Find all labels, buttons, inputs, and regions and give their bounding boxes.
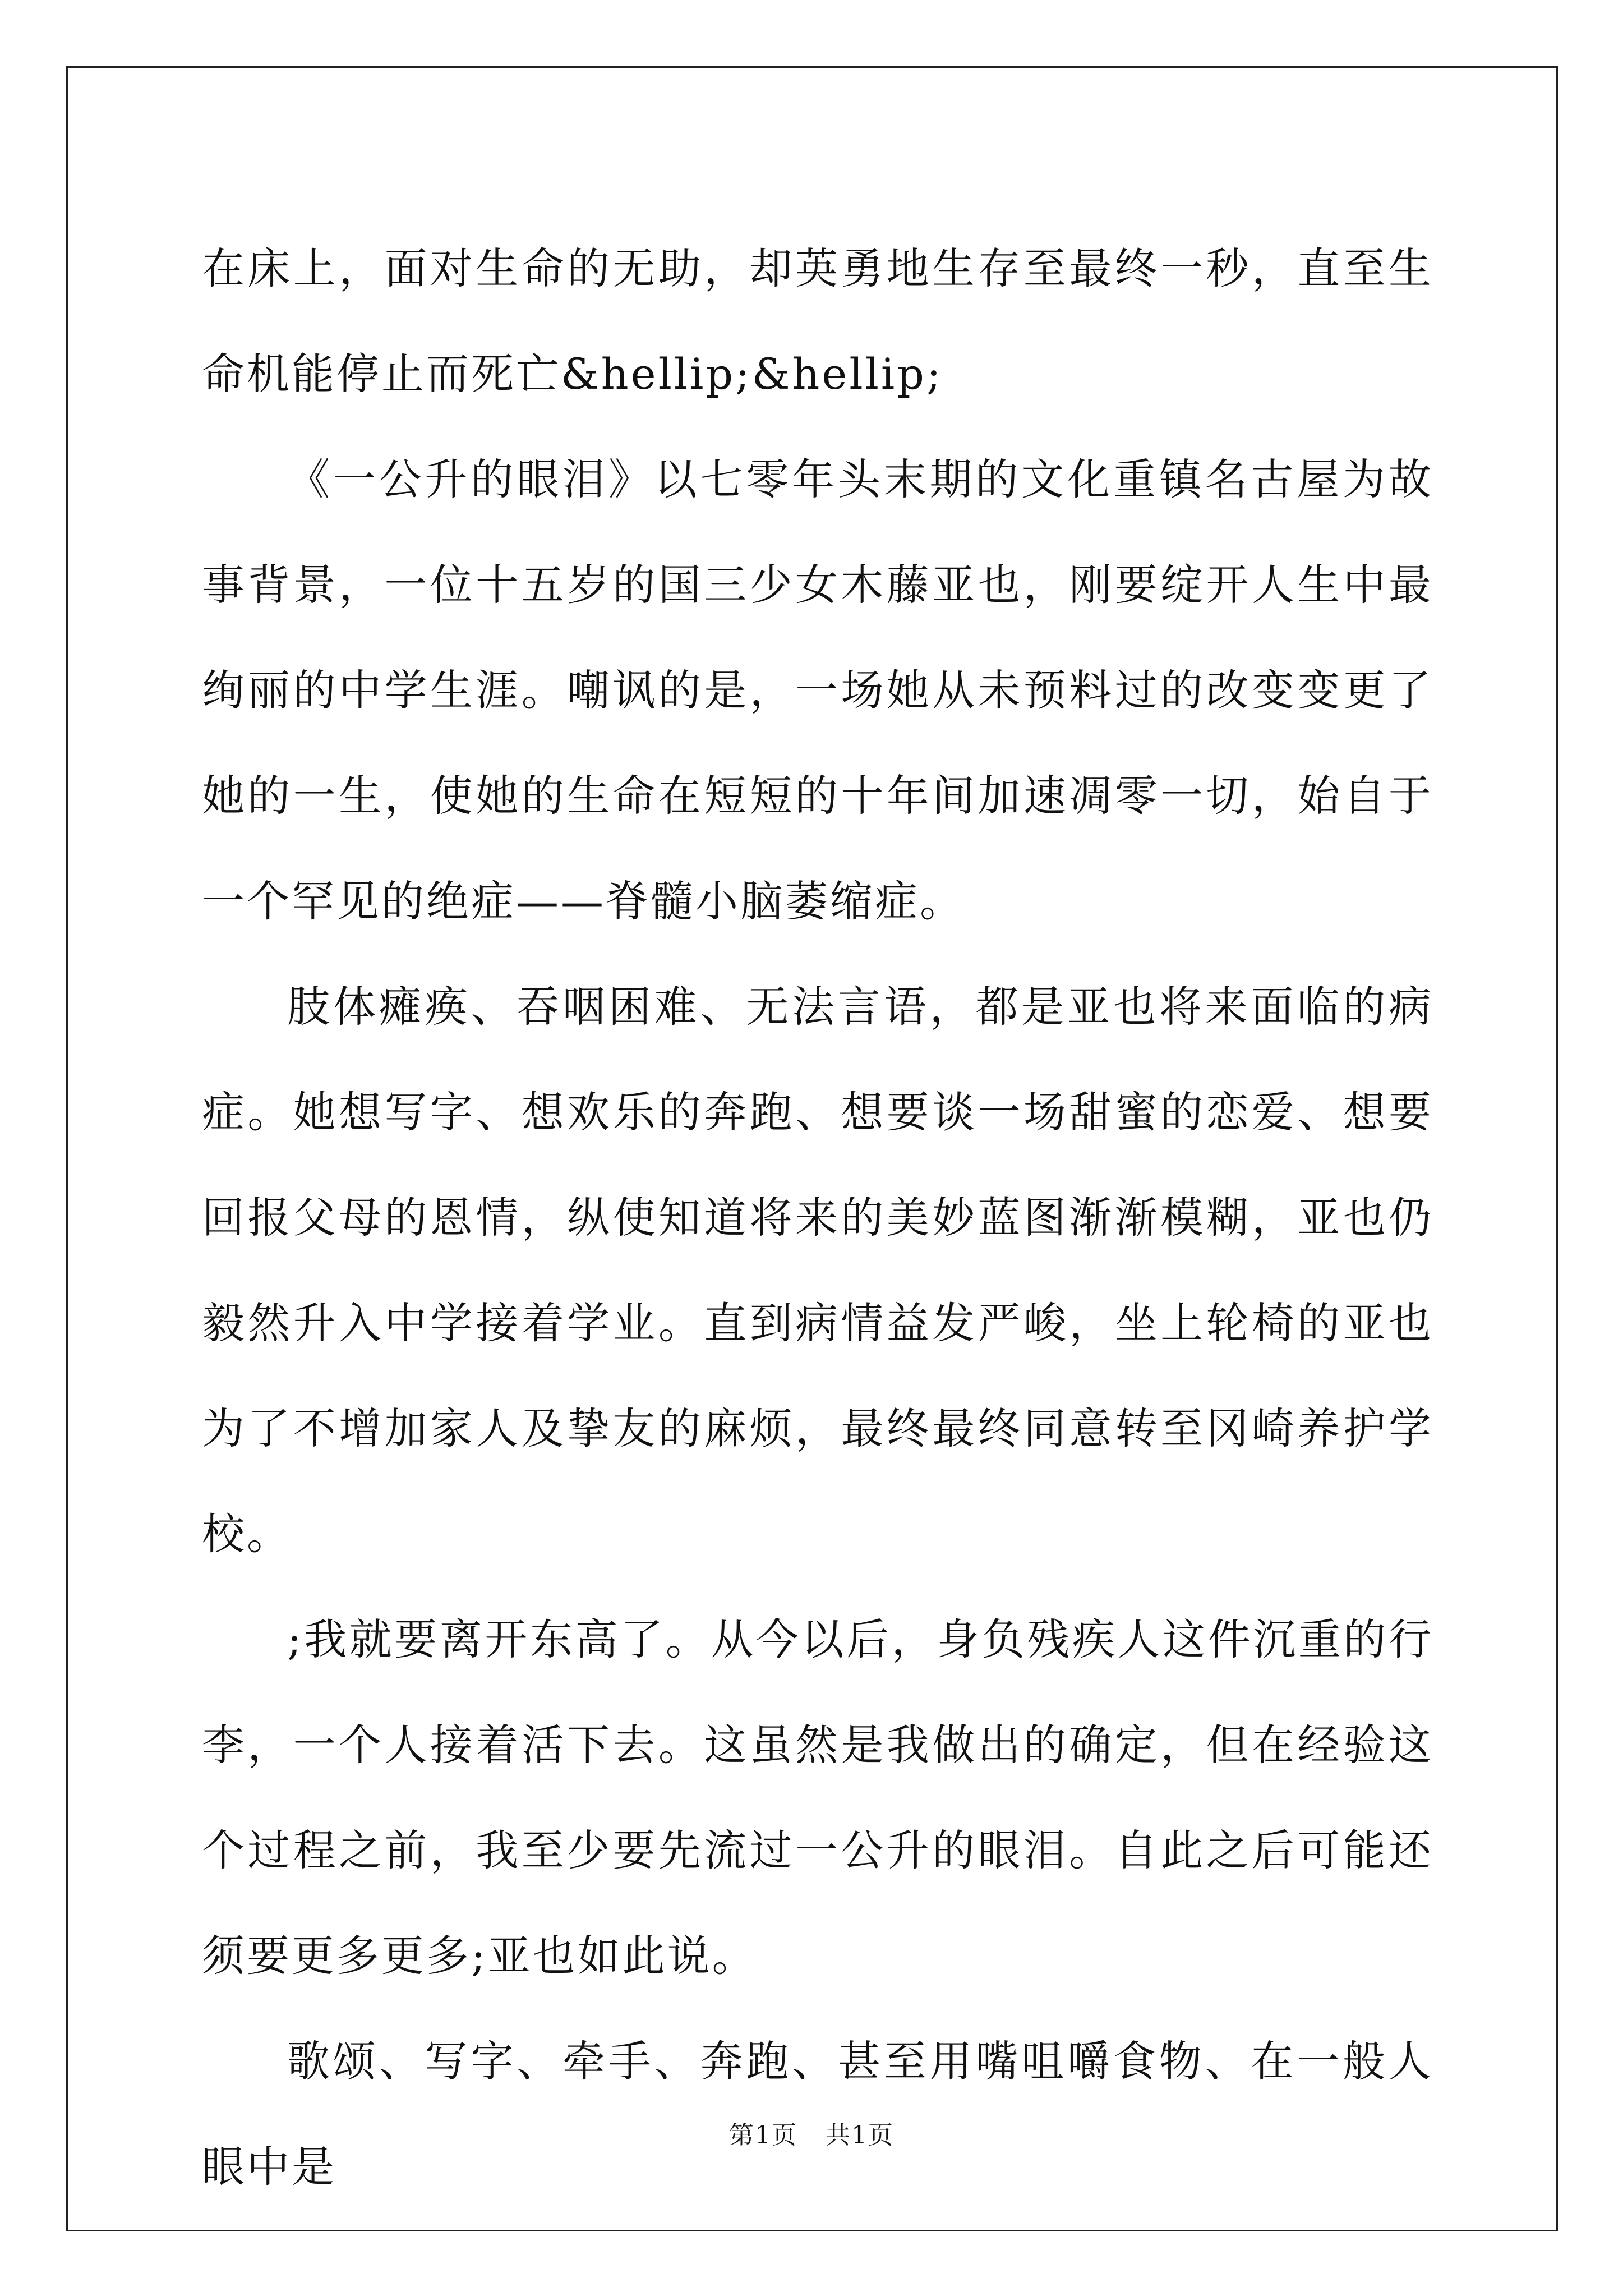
paragraph-2: 《一公升的眼泪》以七零年头末期的文化重镇名古屋为故事背景，一位十五岁的国三少女木藤亚也，刚要绽开人生中最绚丽的中学生涯。嘲讽的是，一场她从未预料过的改变变更了她的一生，使她的生命在短短的十年间加速凋零一切，始自于一个罕见的绝症——脊髓小脑萎缩症。	[202, 454, 1433, 926]
page-number: 第1页	[729, 2121, 797, 2150]
paragraph-4: ;我就要离开东高了。从今以后，身负残疾人这件沉重的行李，一个人接着活下去。这虽然是我做出的确定，但在经验这个过程之前，我至少要先流过一公升的眼泪。自此之后可能还须要更多更多;亚也如此说。	[202, 1614, 1433, 1981]
paragraph-1: 在床上，面对生命的无助，却英勇地生存至最终一秒，直至生命机能停止而死亡&hellip;&hellip;	[202, 243, 1433, 399]
paragraph-5: 歌颂、写字、牵手、奔跑、甚至用嘴咀嚼食物、在一般人眼中是	[202, 2036, 1433, 2192]
page-total: 共1页	[826, 2121, 894, 2150]
page-footer	[0, 2115, 1623, 2151]
document-body	[202, 216, 1433, 2220]
paragraph-3: 肢体瘫痪、吞咽困难、无法言语，都是亚也将来面临的病症。她想写字、想欢乐的奔跑、想要谈一场甜蜜的恋爱、想要回报父母的恩情，纵使知道将来的美妙蓝图渐渐模糊，亚也仍毅然升入中学接着学业。直到病情益发严峻，坐上轮椅的亚也为了不增加家人及挚友的麻烦，最终最终同意转至冈崎养护学校。	[202, 982, 1433, 1559]
